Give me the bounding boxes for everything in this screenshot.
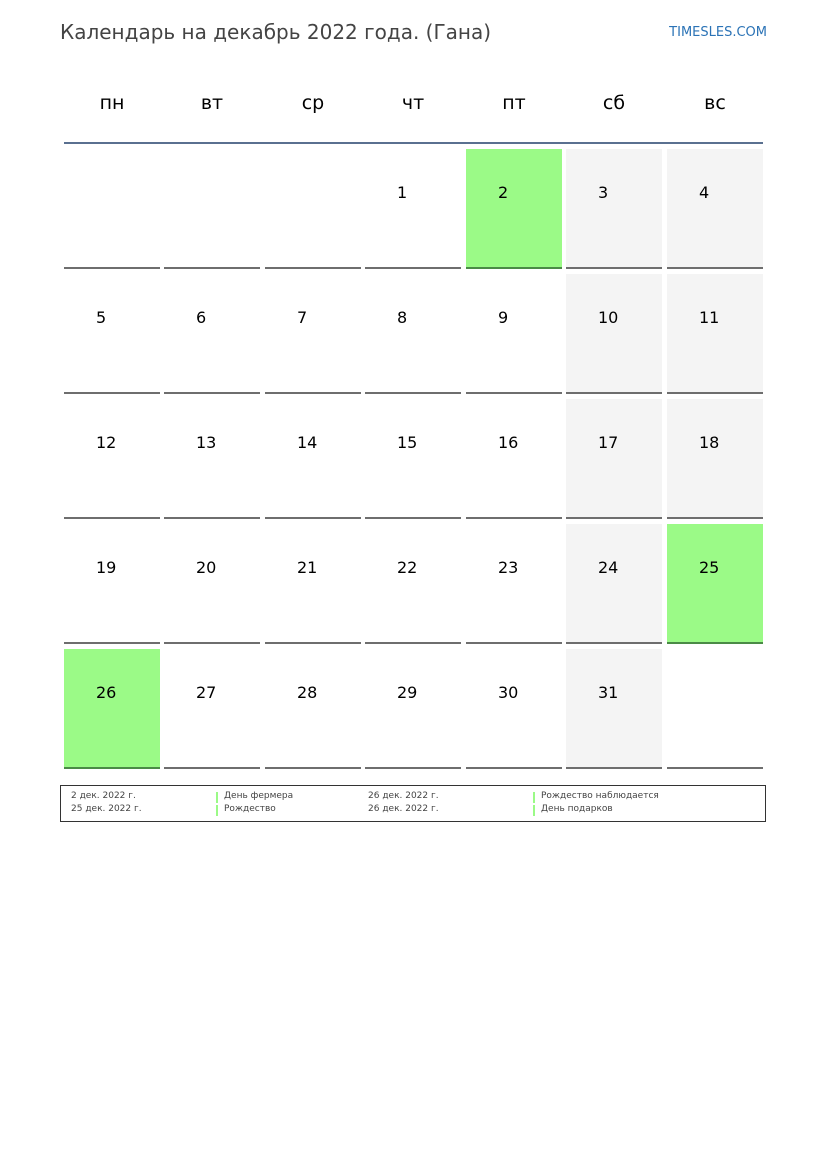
day-cell xyxy=(667,149,763,269)
day-cell xyxy=(164,524,260,644)
day-number: 23 xyxy=(498,558,519,577)
brand-link[interactable]: TIMESLES.COM xyxy=(669,25,767,40)
legend-marker xyxy=(533,805,535,816)
day-number: 26 xyxy=(96,683,117,702)
day-number: 21 xyxy=(297,558,318,577)
weekday-label: сб xyxy=(602,92,626,114)
day-cell xyxy=(265,399,361,519)
day-number: 20 xyxy=(196,558,217,577)
day-number: 16 xyxy=(498,433,519,452)
legend-date: 25 дек. 2022 г. xyxy=(71,804,142,814)
page-title: Календарь на декабрь 2022 года. (Гана) xyxy=(60,20,492,44)
day-number: 1 xyxy=(397,183,408,202)
day-number: 28 xyxy=(297,683,318,702)
day-cell xyxy=(466,399,562,519)
day-cell xyxy=(466,649,562,769)
day-cell xyxy=(566,524,662,644)
day-number: 19 xyxy=(96,558,117,577)
day-cell xyxy=(466,149,562,269)
day-number: 3 xyxy=(598,183,609,202)
legend-marker xyxy=(216,792,218,803)
day-number: 12 xyxy=(96,433,117,452)
empty-day-cell xyxy=(667,649,763,769)
day-number: 25 xyxy=(699,558,720,577)
day-cell xyxy=(566,399,662,519)
day-number: 6 xyxy=(196,308,207,327)
day-number: 7 xyxy=(297,308,308,327)
empty-day-cell xyxy=(164,149,260,269)
day-cell xyxy=(365,649,461,769)
day-number: 15 xyxy=(397,433,418,452)
day-cell xyxy=(64,274,160,394)
legend-holiday-name: Рождество xyxy=(224,804,276,814)
day-cell xyxy=(64,649,160,769)
day-number: 27 xyxy=(196,683,217,702)
empty-day-cell xyxy=(265,149,361,269)
day-number: 5 xyxy=(96,308,107,327)
holiday-legend xyxy=(60,785,766,822)
day-cell xyxy=(64,399,160,519)
day-cell xyxy=(566,649,662,769)
day-cell xyxy=(265,649,361,769)
day-cell xyxy=(265,274,361,394)
weekday-label: чт xyxy=(401,92,425,114)
day-number: 29 xyxy=(397,683,418,702)
legend-holiday-name: День подарков xyxy=(541,804,613,814)
day-number: 9 xyxy=(498,308,509,327)
legend-marker xyxy=(533,792,535,803)
legend-holiday-name: Рождество наблюдается xyxy=(541,791,659,801)
day-cell xyxy=(667,399,763,519)
legend-date: 26 дек. 2022 г. xyxy=(368,804,439,814)
day-number: 4 xyxy=(699,183,710,202)
day-number: 22 xyxy=(397,558,418,577)
weekday-label: пт xyxy=(502,92,526,114)
day-number: 31 xyxy=(598,683,619,702)
day-cell xyxy=(164,649,260,769)
day-number: 18 xyxy=(699,433,720,452)
day-number: 8 xyxy=(397,308,408,327)
empty-day-cell xyxy=(64,149,160,269)
day-number: 30 xyxy=(498,683,519,702)
day-number: 10 xyxy=(598,308,619,327)
weekday-label: пн xyxy=(99,92,125,114)
day-cell xyxy=(365,149,461,269)
day-number: 17 xyxy=(598,433,619,452)
day-cell xyxy=(265,524,361,644)
day-cell xyxy=(566,274,662,394)
legend-date: 2 дек. 2022 г. xyxy=(71,791,136,801)
day-cell xyxy=(667,274,763,394)
day-number: 13 xyxy=(196,433,217,452)
legend-holiday-name: День фермера xyxy=(224,791,294,801)
day-cell xyxy=(667,524,763,644)
day-cell xyxy=(164,274,260,394)
day-number: 2 xyxy=(498,183,509,202)
weekday-label: вс xyxy=(704,92,726,114)
legend-marker xyxy=(216,805,218,816)
weekday-label: ср xyxy=(301,92,325,114)
day-cell xyxy=(64,524,160,644)
day-cell xyxy=(466,524,562,644)
day-cell xyxy=(164,399,260,519)
day-number: 24 xyxy=(598,558,619,577)
day-cell xyxy=(365,399,461,519)
day-number: 14 xyxy=(297,433,318,452)
day-number: 11 xyxy=(699,308,720,327)
day-cell xyxy=(466,274,562,394)
weekday-label: вт xyxy=(200,92,224,114)
header-divider xyxy=(64,142,763,144)
day-cell xyxy=(365,274,461,394)
day-cell xyxy=(566,149,662,269)
legend-date: 26 дек. 2022 г. xyxy=(368,791,439,801)
day-cell xyxy=(365,524,461,644)
